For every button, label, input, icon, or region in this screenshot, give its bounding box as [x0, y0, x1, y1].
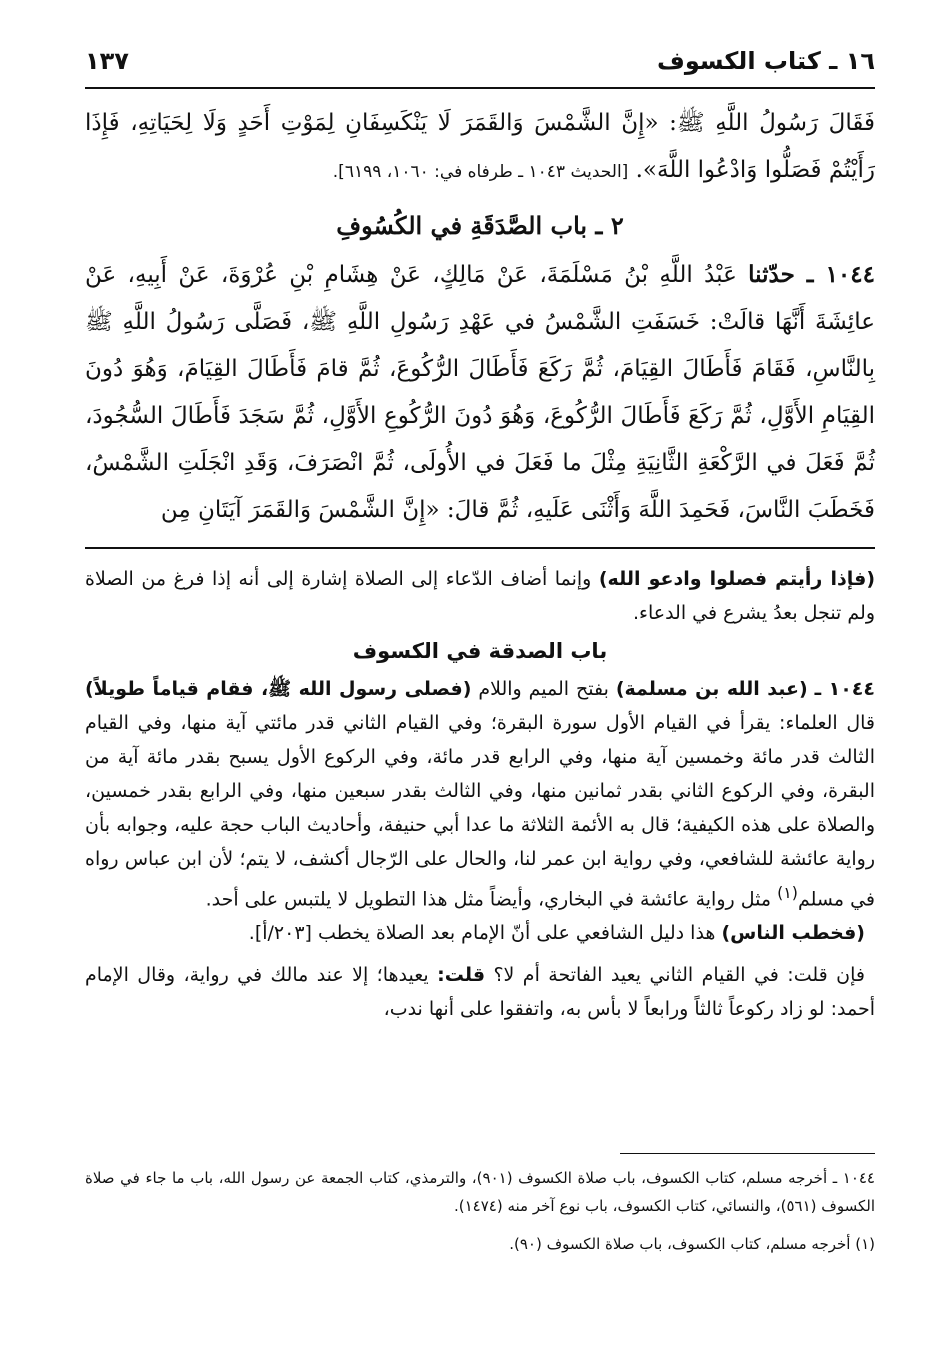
commentary-text: وإنما أضاف الدّعاء إلى الصلاة إشارة إلى أنه إذا فرغ من الصلاة ولم تنجل بعدُ يشرع في الدعاء. [85, 568, 875, 624]
hadith-number: ١٠٤٤ ـ حدّثنا [748, 261, 875, 288]
hadith-body: عَبْدُ اللَّهِ بْنُ مَسْلَمَةَ، عَنْ مَالِكٍ، عَنْ هِشَامِ بْنِ عُرْوَةَ، عَنْ أَبِيهِ، عَنْ عائِشَةَ أَنَّهَا قالَتْ: خَسَفَتِ الشَّمْسُ في عَهْدِ رَسُولِ اللَّهِ ﷺ، فَصَلَّى رَسُولُ اللَّهِ ﷺ بِالنَّاسِ، فَقَامَ فَأَطَالَ القِيَامَ، ثُمَّ رَكَعَ فَأَطَالَ الرُّكُوعَ، ثُمَّ قامَ فَأَطَالَ القِيَامَ، وَهُوَ دُونَ القِيَامِ الأَوَّلِ، ثُمَّ رَكَعَ فَأَطَالَ الرُّكُوعَ، وَهُوَ دُونَ الرُّكُوعِ الأَوَّلِ، ثُمَّ سَجَدَ فَأَطَالَ السُّجُودَ، ثُمَّ فَعَلَ في الرَّكْعَةِ الثَّانِيَةِ مِثْلَ ما فَعَلَ في الأُولَى، ثُمَّ انْصَرَفَ، وَقَدِ انْجَلَتِ الشَّمْسُ، فَخَطَبَ النَّاسَ، فَحَمِدَ اللَّهَ وَأَثْنَى عَلَيهِ، ثُمَّ قالَ: «إِنَّ الشَّمْسَ وَالقَمَرَ آيَتَانِ مِن [85, 262, 875, 523]
footnote: (١) أخرجه مسلم، كتاب الكسوف، باب صلاة الكسوف (٩٠). [509, 1235, 875, 1253]
commentary-paragraph [85, 672, 875, 916]
quoted-phrase: (فصلى رسول الله ﷺ، فقام قياماً طويلاً) [85, 678, 472, 700]
commentary-text: مثل رواية عائشة في البخاري، وأيضاً مثل هذا التطويل لا يلتبس على أحد. [205, 888, 772, 911]
commentary-section-title: باب الصدقة في الكسوف [352, 639, 608, 663]
page-number: ١٣٧ [85, 47, 129, 75]
quoted-phrase: (فخطب الناس) [721, 922, 865, 945]
commentary-text: قال العلماء: يقرأ في القيام الأول سورة البقرة؛ وفي القيام الثاني قدر مائتي آية منها، وفي القيام الثالث قدر مائة وخمسين آية منها، وفي الرابع قدر مائة، وفي الركوع الأول يسبح بقدر مائة آية من البقرة، وفي الركوع الثاني بقدر ثمانين منها، وفي الثالث بقدر سبعين منها، وفي الرابع بقدر خمسين، والصلاة على هذه الكيفية؛ قال به الأئمة الثلاثة ما عدا أبي حنيفة، وأحاديث الباب حجة عليه، وجوابه بأن رواية عائشة للشافعي، وفي رواية ابن عمر لنا، والحال على الرّجال أكشف، لا يتم؛ لأن ابن عباس رواه في مسلم [85, 712, 875, 911]
commentary-section [85, 562, 875, 1026]
commentary-paragraph [85, 958, 875, 1026]
commentary-paragraph [85, 562, 875, 630]
footnotes-section [85, 1164, 875, 1268]
chapter-title: ٢ ـ باب الصَّدَقَةِ في الكُسُوفِ [336, 211, 624, 240]
running-title: ١٦ ـ كتاب الكسوف [657, 47, 875, 75]
hadith-carryover [85, 100, 875, 196]
section-separator [85, 547, 875, 549]
page-header [85, 45, 875, 85]
header-rule [85, 87, 875, 89]
commentary-paragraph [85, 916, 875, 950]
answer-label: قلت: [437, 964, 486, 987]
commentary-text: هذا دليل الشافعي على أنّ الإمام بعد الصلاة يخطب [٢٠٣/أ]. [248, 922, 716, 945]
footnote: ١٠٤٤ ـ أخرجه مسلم، كتاب الكسوف، باب صلاة الكسوف (٩٠١)، والترمذي، كتاب الجمعة عن رسول الله، باب ما جاء في صلاة الكسوف (٥٦١)، والنسائي، كتاب الكسوف، باب نوع آخر منه (١٤٧٤). [85, 1169, 875, 1215]
quoted-phrase: (عبد الله بن مسلمة) [615, 678, 808, 700]
commentary-text: بفتح الميم واللام [478, 678, 609, 700]
footnote-rule [620, 1153, 875, 1154]
commentary-text: يعيدها؛ إلا عند مالك في رواية، وقال الإمام أحمد: لو زاد ركوعاً ثالثاً ورابعاً لا بأس به، واتفقوا على أنها ندب، [85, 964, 875, 1021]
hadith-1044 [85, 251, 875, 534]
hadith-reference: [الحديث ١٠٤٣ ـ طرفاه في: ١٠٦٠، ٦١٩٩]. [332, 162, 629, 182]
quoted-phrase: (فإذا رأيتم فصلوا وادعو الله) [598, 568, 875, 590]
commentary-text: فإن قلت: في القيام الثاني يعيد الفاتحة أم لا؟ [493, 964, 865, 987]
hadith-carryover-text: فَقَالَ رَسُولُ اللَّهِ ﷺ: «إِنَّ الشَّمْسَ وَالقَمَرَ لَا يَنْكَسِفَانِ لِمَوْتِ أَحَدٍ وَلَا لِحَيَاتِهِ، فَإِذَا رَأَيْتُمْ فَصَلُّوا وَادْعُوا اللَّهَ». [85, 110, 875, 183]
commentary-number: ١٠٤٤ ـ [814, 678, 875, 700]
footnote-marker: (١) [777, 883, 798, 902]
hadith-section [85, 100, 875, 534]
